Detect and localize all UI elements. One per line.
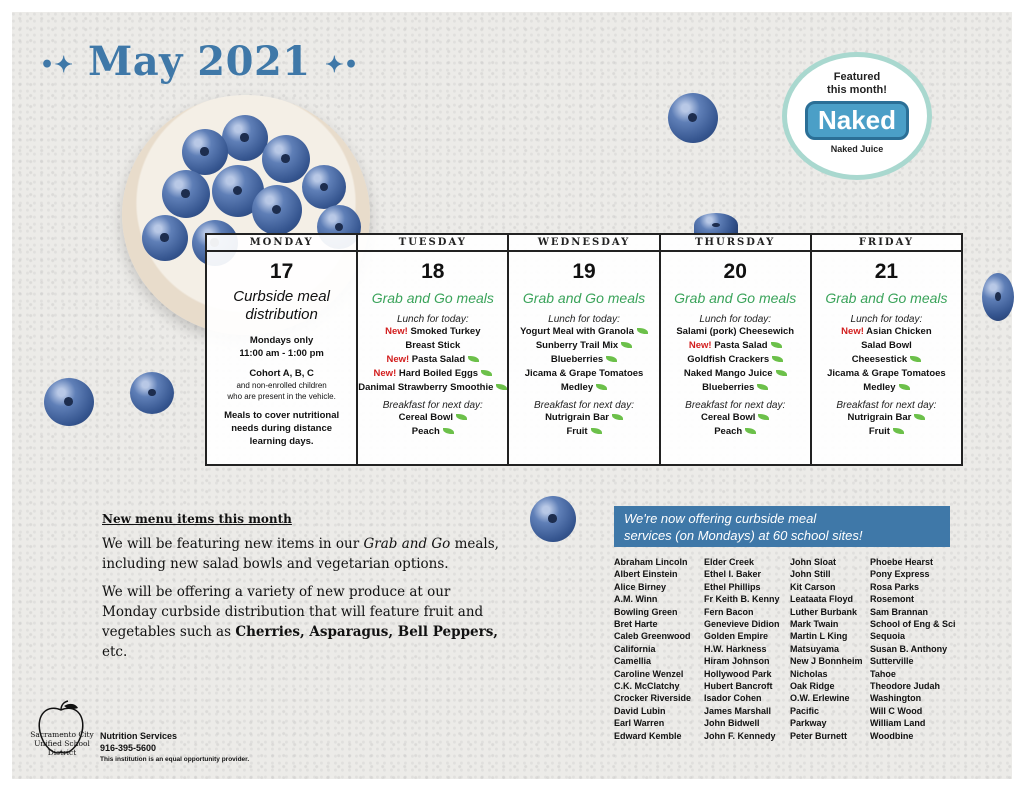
school-site: New J Bonnheim bbox=[790, 656, 863, 667]
school-site: Luther Burbank bbox=[790, 606, 858, 617]
school-site: Fern Bacon bbox=[704, 606, 754, 617]
school-site: Martin L King bbox=[790, 631, 848, 642]
monday-cohort: Cohort A, B, C and non-enrolled children who are present in the vehicle. bbox=[227, 368, 336, 401]
school-site: C.K. McClatchy bbox=[614, 681, 680, 692]
school-site: Oak Ridge bbox=[790, 681, 835, 692]
leaf-icon bbox=[496, 384, 507, 390]
day-header: WEDNESDAY bbox=[509, 235, 658, 252]
leaf-icon bbox=[893, 428, 904, 434]
featured-label: Featured this month! bbox=[827, 71, 887, 96]
day-date: 19 bbox=[572, 260, 596, 283]
leaf-icon bbox=[899, 384, 910, 390]
day-date: 20 bbox=[723, 260, 747, 283]
monday-hours: Mondays only 11:00 am - 1:00 pm bbox=[239, 335, 324, 359]
new-menu-paragraph-2: We will be offering a variety of new produce at our Monday curbside distribution that will feature fruit and vegetables such as Cherries, Asparagus, Bell Peppers, etc. bbox=[102, 584, 499, 660]
menu-item: Fruit bbox=[509, 425, 658, 439]
school-site: Theodore Judah bbox=[870, 681, 941, 692]
featured-badge bbox=[782, 52, 932, 180]
menu-item: Medley bbox=[509, 381, 658, 395]
district-logo-text: Sacramento City Unified School District bbox=[30, 730, 94, 757]
meal-title: Grab and Go meals bbox=[674, 290, 797, 306]
menu-item: Cereal Bowl bbox=[358, 411, 507, 425]
school-site: Susan B. Anthony bbox=[870, 643, 948, 654]
ornament-left-icon: •✦ bbox=[40, 52, 74, 78]
school-site: Albert Einstein bbox=[614, 569, 678, 580]
school-site: Hubert Bancroft bbox=[704, 681, 773, 692]
naked-logo: Naked bbox=[805, 101, 909, 140]
school-site: Hiram Johnson bbox=[704, 656, 770, 667]
meal-title: Grab and Go meals bbox=[825, 290, 948, 306]
sites-column bbox=[790, 556, 870, 742]
calendar-column-tuesday bbox=[358, 235, 509, 464]
school-site: Sam Brannan bbox=[870, 606, 929, 617]
leaf-icon bbox=[772, 356, 783, 362]
school-site: Parkway bbox=[790, 718, 827, 729]
menu-item: Nutrigrain Bar bbox=[509, 411, 658, 425]
school-site: Sequoia bbox=[870, 631, 906, 642]
school-site: H.W. Harkness bbox=[704, 643, 767, 654]
menu-item: Blueberries bbox=[509, 353, 658, 367]
calendar-column-monday bbox=[207, 235, 358, 464]
new-menu-section bbox=[102, 512, 502, 670]
day-header: MONDAY bbox=[207, 235, 356, 252]
menu-item: Salad Bowl bbox=[861, 340, 912, 351]
school-site: Fr Keith B. Kenny bbox=[704, 594, 780, 605]
school-site: John F. Kennedy bbox=[704, 730, 776, 741]
school-site: John Still bbox=[790, 569, 831, 580]
school-site: Ethel I. Baker bbox=[704, 569, 762, 580]
school-site: Isador Cohen bbox=[704, 693, 762, 704]
menu-item: Naked Mango Juice bbox=[661, 367, 810, 381]
blueberry-image bbox=[130, 372, 174, 414]
featured-product: Naked Juice bbox=[830, 144, 884, 154]
school-site: Phoebe Hearst bbox=[870, 557, 934, 567]
leaf-icon bbox=[914, 414, 925, 420]
leaf-icon bbox=[468, 356, 479, 362]
school-site: Rosemont bbox=[870, 594, 915, 605]
page-title-text: May 2021 bbox=[87, 38, 311, 85]
day-header: FRIDAY bbox=[812, 235, 961, 252]
menu-item: Breast Stick bbox=[405, 340, 461, 351]
menu-item: New! Hard Boiled Eggs bbox=[358, 367, 507, 381]
menu-item: Jicama & Grape Tomatoes bbox=[524, 368, 644, 379]
monday-meals-note: Meals to cover nutritional needs during distance learning days. bbox=[224, 410, 340, 447]
school-site: Elder Creek bbox=[704, 557, 755, 567]
school-site: Golden Empire bbox=[704, 631, 769, 642]
school-site: Genevieve Didion bbox=[704, 619, 780, 630]
school-site: Caleb Greenwood bbox=[614, 631, 691, 642]
sites-column bbox=[614, 556, 704, 742]
school-site: Pacific bbox=[790, 705, 820, 716]
school-site: Will C Wood bbox=[870, 705, 923, 716]
menu-item: New! Asian Chicken bbox=[841, 326, 932, 337]
calendar-column-wednesday bbox=[509, 235, 660, 464]
new-menu-paragraph-1: We will be featuring new items in our Grab and Go meals, including new salad bowls and vegetarian options. bbox=[102, 536, 499, 572]
leaf-icon bbox=[456, 414, 467, 420]
school-site: Ethel Phillips bbox=[704, 581, 761, 592]
menu-item: Salami (pork) Cheesewich bbox=[676, 326, 795, 337]
school-site: Camellia bbox=[614, 656, 652, 667]
menu-item: Medley bbox=[812, 381, 961, 395]
school-site: Bret Harte bbox=[614, 619, 658, 630]
school-site: Tahoe bbox=[870, 668, 896, 679]
school-site: Abraham Lincoln bbox=[614, 557, 688, 567]
calendar-column-thursday bbox=[661, 235, 812, 464]
leaf-icon bbox=[591, 428, 602, 434]
lunch-label: Lunch for today: bbox=[396, 314, 469, 325]
school-site: Edward Kemble bbox=[614, 730, 682, 741]
school-sites-list bbox=[614, 556, 956, 742]
menu-item: Cheesestick bbox=[812, 353, 961, 367]
school-site: Pony Express bbox=[870, 569, 930, 580]
breakfast-label: Breakfast for next day: bbox=[836, 400, 937, 411]
lunch-label: Lunch for today: bbox=[699, 314, 772, 325]
leaf-icon bbox=[481, 370, 492, 376]
day-date: 21 bbox=[874, 260, 899, 283]
ornament-right-icon: ✦• bbox=[325, 52, 359, 78]
menu-item: Cereal Bowl bbox=[661, 411, 810, 425]
school-site: Caroline Wenzel bbox=[614, 668, 684, 679]
lunch-label: Lunch for today: bbox=[548, 314, 620, 325]
calendar-column-friday bbox=[812, 235, 961, 464]
school-site: Rosa Parks bbox=[870, 581, 920, 592]
leaf-icon bbox=[757, 384, 768, 390]
school-site: School of Eng & Sci bbox=[870, 619, 956, 630]
leaf-icon bbox=[621, 342, 632, 348]
blueberry-image bbox=[44, 378, 94, 426]
day-header: TUESDAY bbox=[358, 235, 507, 252]
leaf-icon bbox=[776, 370, 787, 376]
menu-item: Peach bbox=[661, 425, 810, 439]
school-site: Peter Burnett bbox=[790, 730, 848, 741]
footer-contact: Nutrition Services 916-395-5600 This institution is an equal opportunity provider. bbox=[100, 731, 250, 763]
menu-item: Sunberry Trail Mix bbox=[509, 339, 658, 353]
blueberry-image bbox=[668, 93, 718, 143]
menu-item: Peach bbox=[358, 425, 507, 439]
leaf-icon bbox=[637, 328, 648, 334]
menu-item: Yogurt Meal with Granola bbox=[509, 325, 658, 339]
school-site: James Marshall bbox=[704, 705, 772, 716]
school-site: Washington bbox=[870, 693, 922, 704]
page-title bbox=[40, 38, 359, 85]
menu-item: Goldfish Crackers bbox=[661, 353, 810, 367]
school-site: Leataata Floyd bbox=[790, 594, 854, 605]
school-site: Hollywood Park bbox=[704, 668, 772, 679]
leaf-icon bbox=[606, 356, 617, 362]
breakfast-label: Breakfast for next day: bbox=[533, 400, 635, 411]
sites-column bbox=[704, 556, 790, 742]
menu-calendar bbox=[205, 233, 963, 466]
blueberry-image bbox=[530, 496, 576, 542]
day-date: 18 bbox=[421, 260, 445, 283]
school-site: William Land bbox=[870, 718, 926, 729]
day-date: 17 bbox=[269, 260, 294, 283]
blueberry-image bbox=[982, 273, 1014, 321]
leaf-icon bbox=[612, 414, 623, 420]
school-site: Bowling Green bbox=[614, 606, 678, 617]
menu-item: New! Pasta Salad bbox=[358, 353, 507, 367]
day-header: THURSDAY bbox=[661, 235, 810, 252]
lunch-label: Lunch for today: bbox=[850, 314, 923, 325]
school-site: Kit Carson bbox=[790, 581, 836, 592]
school-site: California bbox=[614, 643, 656, 654]
school-site: O.W. Erlewine bbox=[790, 693, 850, 704]
leaf-icon bbox=[758, 414, 769, 420]
leaf-icon bbox=[596, 384, 607, 390]
breakfast-label: Breakfast for next day: bbox=[685, 400, 786, 411]
leaf-icon bbox=[771, 342, 782, 348]
new-menu-heading: New menu items this month bbox=[102, 512, 292, 526]
sites-column bbox=[870, 556, 956, 742]
school-site: Matsuyama bbox=[790, 643, 840, 654]
school-site: Woodbine bbox=[870, 730, 914, 741]
leaf-icon bbox=[910, 356, 921, 362]
school-site: John Bidwell bbox=[704, 718, 760, 729]
school-site: Sutterville bbox=[870, 656, 914, 667]
leaf-icon bbox=[745, 428, 756, 434]
school-site: Crocker Riverside bbox=[614, 693, 692, 704]
menu-item: Fruit bbox=[812, 425, 961, 439]
menu-item: Blueberries bbox=[661, 381, 810, 395]
school-site: Mark Twain bbox=[790, 619, 839, 630]
menu-item: Nutrigrain Bar bbox=[812, 411, 961, 425]
school-site: David Lubin bbox=[614, 705, 666, 716]
menu-item: New! Smoked Turkey bbox=[385, 326, 481, 337]
school-site: Alice Birney bbox=[614, 581, 667, 592]
breakfast-label: Breakfast for next day: bbox=[382, 400, 483, 411]
meal-title: Grab and Go meals bbox=[371, 290, 494, 306]
monday-title: Curbside meal distribution bbox=[233, 288, 330, 323]
leaf-icon bbox=[443, 428, 454, 434]
school-site: A.M. Winn bbox=[614, 594, 658, 605]
school-site: Nicholas bbox=[790, 668, 828, 679]
meal-title: Grab and Go meals bbox=[522, 290, 646, 306]
menu-item: New! Pasta Salad bbox=[661, 339, 810, 353]
menu-item: Jicama & Grape Tomatoes bbox=[827, 368, 946, 379]
curbside-banner: We're now offering curbside meal services (on Mondays) at 60 school sites! bbox=[614, 506, 950, 547]
menu-item: Danimal Strawberry Smoothie bbox=[358, 381, 507, 395]
school-site: John Sloat bbox=[790, 557, 837, 567]
school-site: Earl Warren bbox=[614, 718, 665, 729]
